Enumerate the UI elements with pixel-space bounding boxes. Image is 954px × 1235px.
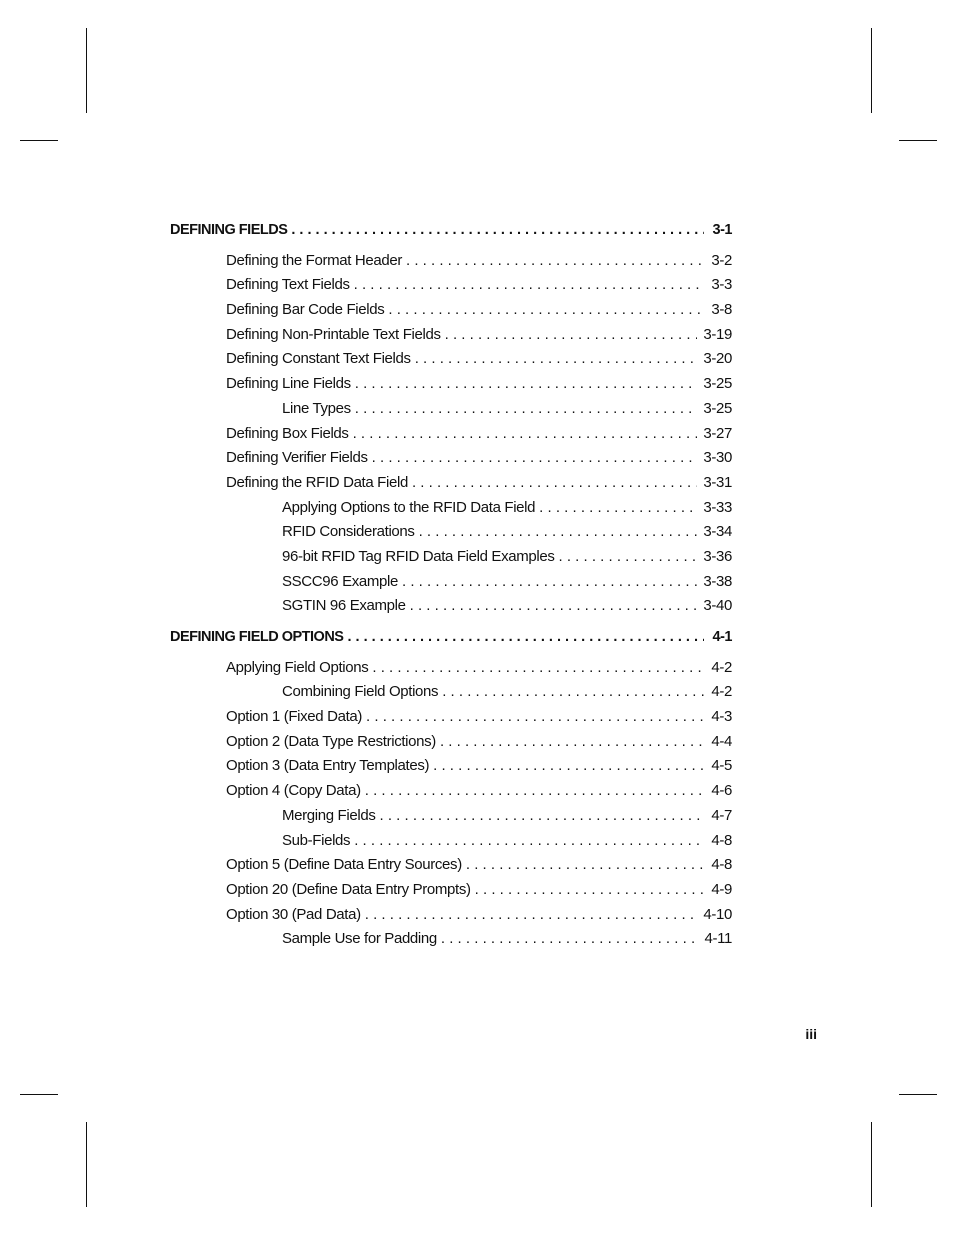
dot-leader (410, 594, 698, 619)
dot-leader (372, 446, 698, 471)
dot-leader (466, 853, 704, 878)
dot-leader (475, 878, 704, 903)
dot-leader (354, 273, 704, 298)
toc-entry[interactable] (170, 249, 732, 274)
toc-entry[interactable] (170, 804, 732, 829)
toc-entry-title: Defining Box Fields (226, 424, 349, 442)
toc-entry-page: 3-38 (703, 572, 732, 590)
toc-entry[interactable] (170, 372, 732, 397)
dot-leader (388, 298, 704, 323)
toc-entry-page: 4-11 (704, 930, 732, 948)
toc-entry-page: 4-2 (711, 658, 732, 676)
toc-entry-title: DEFINING FIELD OPTIONS (170, 629, 344, 645)
dot-leader (406, 249, 704, 274)
toc-entry[interactable] (170, 927, 732, 952)
dot-leader (365, 779, 704, 804)
dot-leader (440, 730, 704, 755)
toc-entry[interactable] (170, 520, 732, 545)
toc-entry[interactable] (170, 347, 732, 372)
toc-entry-title: Option 3 (Data Entry Templates) (226, 757, 430, 775)
dot-leader (402, 570, 697, 595)
dot-leader (379, 804, 704, 829)
toc-entry[interactable] (170, 730, 732, 755)
toc-entry-page: 3-34 (703, 523, 732, 541)
toc-entry-page: 4-8 (711, 831, 732, 849)
toc-entry-page: 3-25 (703, 375, 732, 393)
toc-entry-title: SGTIN 96 Example (282, 597, 406, 615)
crop-mark-top-right-vertical (871, 28, 872, 113)
crop-mark-bottom-right-horizontal (899, 1094, 937, 1095)
toc-entry[interactable] (170, 754, 732, 779)
toc-entry[interactable] (170, 829, 732, 854)
toc-entry[interactable] (170, 298, 732, 323)
toc-entry-page: 4-4 (711, 732, 732, 750)
toc-chapter-entry[interactable] (170, 218, 732, 243)
toc-entry-title: Combining Field Options (282, 683, 439, 701)
toc-entry-title: Defining Bar Code Fields (226, 301, 385, 319)
toc-entry[interactable] (170, 446, 732, 471)
dot-leader (415, 347, 698, 372)
dot-leader (355, 397, 698, 422)
toc-entry[interactable] (170, 878, 732, 903)
dot-leader (355, 372, 698, 397)
toc-entry-title: Option 4 (Copy Data) (226, 782, 361, 800)
toc-entry-title: Line Types (282, 399, 351, 417)
toc-entry-title: Defining Text Fields (226, 276, 350, 294)
dot-leader (412, 471, 697, 496)
toc-entry-title: Option 30 (Pad Data) (226, 905, 361, 923)
toc-entry-page: 3-30 (703, 449, 732, 467)
toc-entry-title: Defining the Format Header (226, 251, 402, 269)
toc-entry-page: 4-8 (711, 856, 732, 874)
dot-leader (366, 705, 704, 730)
toc-entry-page: 3-20 (703, 350, 732, 368)
toc-entry-title: Defining Line Fields (226, 375, 351, 393)
toc-entry-title: Applying Field Options (226, 658, 369, 676)
toc-entry[interactable] (170, 594, 732, 619)
toc-chapter-entry[interactable] (170, 625, 732, 650)
crop-mark-bottom-right-vertical (871, 1122, 872, 1207)
toc-entry-page: 3-33 (703, 498, 732, 516)
toc-entry[interactable] (170, 397, 732, 422)
toc-entry[interactable] (170, 323, 732, 348)
dot-leader (372, 656, 704, 681)
toc-entry-title: Applying Options to the RFID Data Field (282, 498, 536, 516)
page-number: iii (805, 1026, 817, 1042)
toc-entry-title: Sub-Fields (282, 831, 351, 849)
toc-entry-page: 4-5 (711, 757, 732, 775)
toc-entry[interactable] (170, 496, 732, 521)
toc-entry-title: Sample Use for Padding (282, 930, 437, 948)
toc-entry-page: 3-25 (703, 399, 732, 417)
toc-entry[interactable] (170, 656, 732, 681)
crop-mark-bottom-left-horizontal (20, 1094, 58, 1095)
toc-entry-title: Defining Non-Printable Text Fields (226, 325, 441, 343)
dot-leader (445, 323, 698, 348)
toc-entry-page: 4-10 (703, 905, 732, 923)
toc-entry-title: Option 1 (Fixed Data) (226, 708, 363, 726)
toc-entry-title: 96-bit RFID Tag RFID Data Field Examples (282, 547, 555, 565)
toc-entry-title: RFID Considerations (282, 523, 415, 541)
crop-mark-bottom-left-vertical (86, 1122, 87, 1207)
dot-leader (353, 422, 698, 447)
toc-entry-page: 3-27 (703, 424, 732, 442)
toc-entry[interactable] (170, 545, 732, 570)
toc-entry[interactable] (170, 471, 732, 496)
toc-entry[interactable] (170, 422, 732, 447)
toc-entry-title: Defining Constant Text Fields (226, 350, 411, 368)
toc-entry[interactable] (170, 903, 732, 928)
toc-entry-title: Defining the RFID Data Field (226, 473, 408, 491)
toc-entry-title: Merging Fields (282, 806, 376, 824)
toc-entry-page: 3-19 (703, 325, 732, 343)
dot-leader (365, 903, 698, 928)
toc-entry-page: 3-31 (703, 473, 732, 491)
crop-mark-top-right-horizontal (899, 140, 937, 141)
dot-leader (433, 754, 704, 779)
toc-entry-page: 3-1 (712, 222, 732, 238)
dot-leader (347, 625, 704, 650)
toc-entry-page: 4-9 (711, 880, 732, 898)
toc-entry[interactable] (170, 779, 732, 804)
toc-entry-page: 4-7 (711, 806, 732, 824)
toc-entry-page: 4-1 (712, 629, 732, 645)
dot-leader (419, 520, 698, 545)
toc-entry-title: Option 20 (Define Data Entry Prompts) (226, 880, 471, 898)
toc-entry[interactable] (170, 273, 732, 298)
toc-entry-page: 3-40 (703, 597, 732, 615)
toc-entry-title: SSCC96 Example (282, 572, 398, 590)
dot-leader (539, 496, 697, 521)
toc-entry-title: Option 5 (Define Data Entry Sources) (226, 856, 462, 874)
toc-entry-title: Option 2 (Data Type Restrictions) (226, 732, 436, 750)
toc-entry[interactable] (170, 853, 732, 878)
toc-entry-page: 3-8 (711, 301, 732, 319)
toc-entry-title: Defining Verifier Fields (226, 449, 368, 467)
dot-leader (559, 545, 698, 570)
dot-leader (442, 680, 704, 705)
table-of-contents (170, 218, 732, 952)
crop-mark-top-left-horizontal (20, 140, 58, 141)
dot-leader (441, 927, 699, 952)
toc-entry-page: 3-36 (703, 547, 732, 565)
toc-entry-page: 4-2 (711, 683, 732, 701)
toc-entry[interactable] (170, 705, 732, 730)
crop-mark-top-left-vertical (86, 28, 87, 113)
dot-leader (291, 218, 704, 243)
toc-entry-page: 3-2 (711, 251, 732, 269)
toc-entry[interactable] (170, 680, 732, 705)
dot-leader (354, 829, 704, 854)
toc-entry-page: 3-3 (711, 276, 732, 294)
toc-entry[interactable] (170, 570, 732, 595)
toc-entry-page: 4-6 (711, 782, 732, 800)
toc-entry-title: DEFINING FIELDS (170, 222, 288, 238)
toc-entry-page: 4-3 (711, 708, 732, 726)
